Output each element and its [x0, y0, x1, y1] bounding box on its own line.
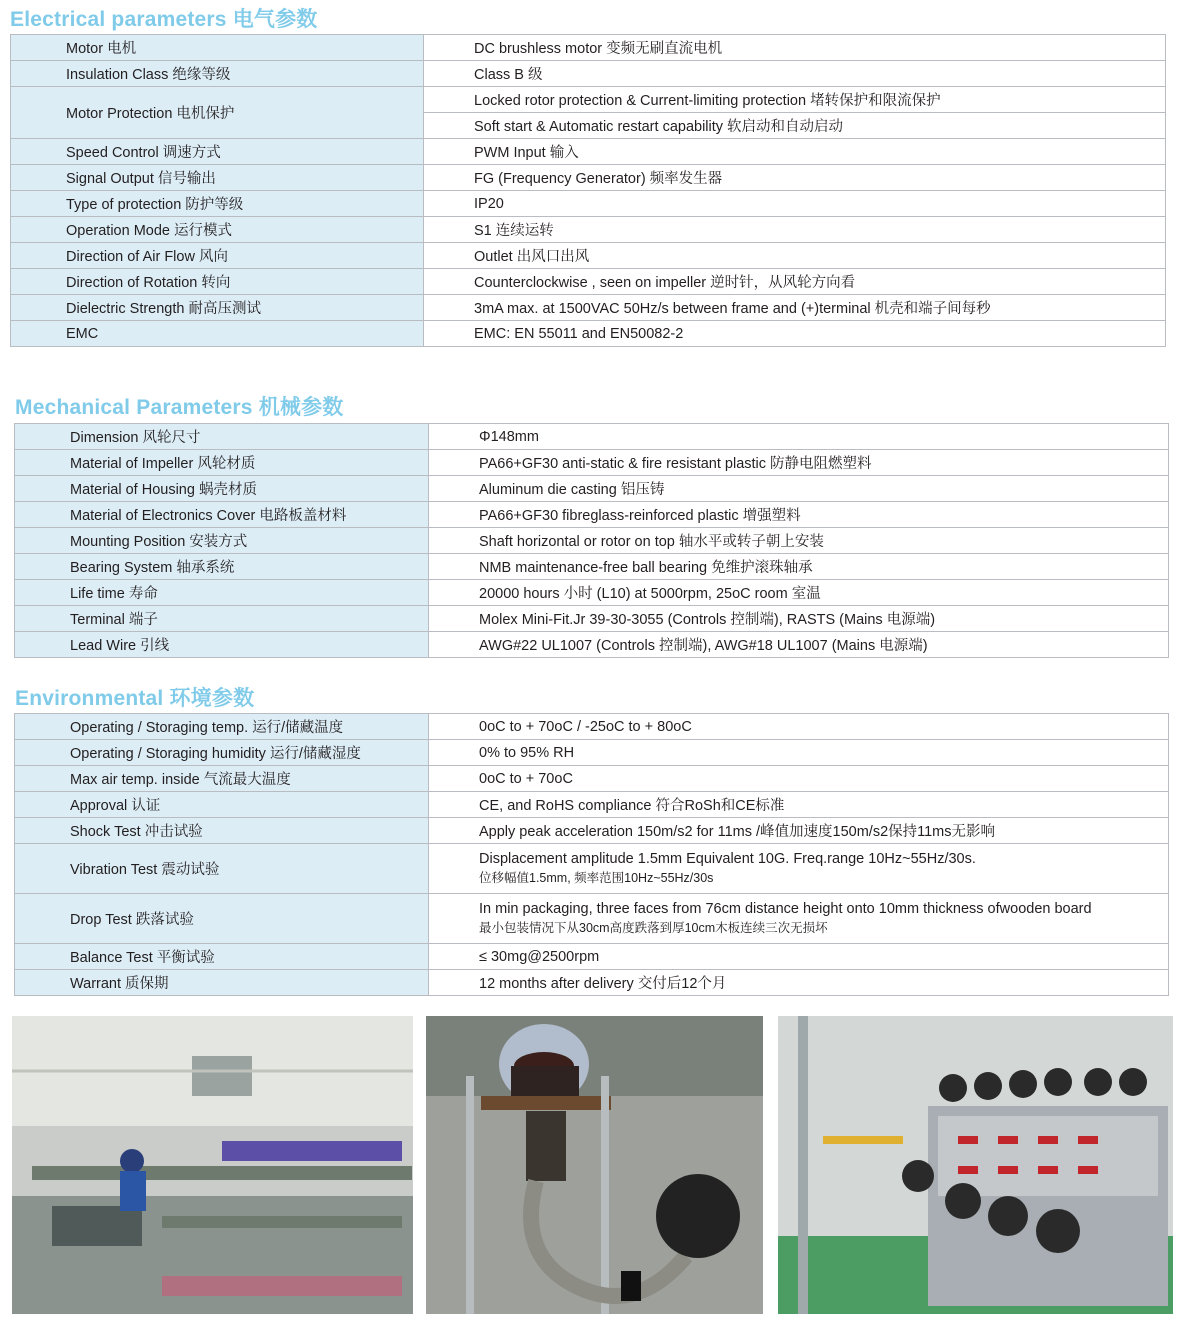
- spec-label: Material of Impeller 风轮材质: [15, 450, 429, 476]
- spec-label: Warrant 质保期: [15, 970, 429, 996]
- table-row: [11, 321, 1166, 347]
- spec-label: Motor Protection 电机保护: [11, 87, 424, 139]
- spec-label: Life time 寿命: [15, 580, 429, 606]
- spec-value: [429, 844, 1169, 894]
- table-row: [15, 944, 1169, 970]
- table-row: [11, 191, 1166, 217]
- table-row: [15, 894, 1169, 944]
- spec-label: Material of Electronics Cover 电路板盖材料: [15, 502, 429, 528]
- spec-value: [429, 944, 1169, 970]
- mechanical-parameters-table: [14, 423, 1169, 658]
- spec-value-main: 0oC to + 70oC: [479, 770, 573, 787]
- spec-label: Max air temp. inside 气流最大温度: [15, 766, 429, 792]
- spec-label: Speed Control 调速方式: [11, 139, 424, 165]
- spec-value-main: Apply peak acceleration 150m/s2 for 11ms /峰值加速度150m/s2保持11ms无影响: [479, 824, 996, 840]
- spec-label: Operating / Storaging humidity 运行/储藏湿度: [15, 740, 429, 766]
- table-row: [15, 554, 1169, 580]
- spec-label: Dielectric Strength 耐高压测试: [11, 295, 424, 321]
- spec-label: Operation Mode 运行模式: [11, 217, 424, 243]
- spec-value: PWM Input 输入: [424, 139, 1166, 165]
- table-row: [15, 970, 1169, 996]
- motor-test-bench-photo: [778, 1016, 1173, 1314]
- table-row: [15, 766, 1169, 792]
- table-row: [11, 243, 1166, 269]
- assembly-workshop-photo: [12, 1016, 413, 1314]
- table-row: [11, 295, 1166, 321]
- table-row: [11, 217, 1166, 243]
- table-row: [15, 844, 1169, 894]
- spec-value: Shaft horizontal or rotor on top 轴水平或转子朝上安装: [429, 528, 1169, 554]
- table-row: [11, 35, 1166, 61]
- table-row: [15, 502, 1169, 528]
- table-row: [15, 740, 1169, 766]
- spec-value: 20000 hours 小时 (L10) at 5000rpm, 25oC room 室温: [429, 580, 1169, 606]
- environmental-section-title: Environmental 环境参数: [15, 687, 255, 710]
- spec-label: Dimension 风轮尺寸: [15, 424, 429, 450]
- spec-value: [429, 740, 1169, 766]
- spec-label: Material of Housing 蜗壳材质: [15, 476, 429, 502]
- spec-value: [429, 792, 1169, 818]
- table-row: [11, 61, 1166, 87]
- spec-value: [429, 894, 1169, 944]
- spec-label: Drop Test 跌落试验: [15, 894, 429, 944]
- table-row: [15, 476, 1169, 502]
- spec-value: Molex Mini-Fit.Jr 39-30-3055 (Controls 控制端), RASTS (Mains 电源端): [429, 606, 1169, 632]
- spec-label: Insulation Class 绝缘等级: [11, 61, 424, 87]
- spec-value: Soft start & Automatic restart capability 软启动和自动启动: [424, 113, 1166, 139]
- spec-value: IP20: [424, 191, 1166, 217]
- spec-label: Lead Wire 引线: [15, 632, 429, 658]
- table-row: [15, 424, 1169, 450]
- mechanical-section-title: Mechanical Parameters 机械参数: [15, 396, 344, 419]
- table-row: [15, 606, 1169, 632]
- spec-value-main: 0oC to + 70oC / -25oC to + 80oC: [479, 718, 692, 735]
- spec-label: Terminal 端子: [15, 606, 429, 632]
- spec-value-main: 12 months after delivery 交付后12个月: [479, 976, 727, 992]
- spec-value: [429, 818, 1169, 844]
- table-row: [11, 165, 1166, 191]
- spec-value: DC brushless motor 变频无刷直流电机: [424, 35, 1166, 61]
- table-row: [11, 87, 1166, 113]
- table-row: [15, 632, 1169, 658]
- spec-label: Vibration Test 震动试验: [15, 844, 429, 894]
- spec-value-main: ≤ 30mg@2500rpm: [479, 948, 600, 965]
- spec-label: Mounting Position 安装方式: [15, 528, 429, 554]
- spec-value: PA66+GF30 anti-static & fire resistant plastic 防静电阻燃塑料: [429, 450, 1169, 476]
- environmental-parameters-table: [14, 713, 1169, 996]
- table-row: [15, 818, 1169, 844]
- spec-value: PA66+GF30 fibreglass-reinforced plastic 增强塑料: [429, 502, 1169, 528]
- spec-label: Signal Output 信号输出: [11, 165, 424, 191]
- spec-label: Approval 认证: [15, 792, 429, 818]
- spec-label: Shock Test 冲击试验: [15, 818, 429, 844]
- spec-value: Counterclockwise , seen on impeller 逆时针，从风轮方向看: [424, 269, 1166, 295]
- spec-label: Direction of Air Flow 风向: [11, 243, 424, 269]
- table-row: [15, 580, 1169, 606]
- table-row: [11, 269, 1166, 295]
- spec-label: Bearing System 轴承系统: [15, 554, 429, 580]
- spec-value: Outlet 出风口出风: [424, 243, 1166, 269]
- spec-value-sub: 位移幅值1.5mm, 频率范围10Hz~55Hz/30s: [479, 871, 714, 885]
- spec-value-main: 0% to 95% RH: [479, 744, 575, 761]
- spec-value: [429, 714, 1169, 740]
- spec-label: Balance Test 平衡试验: [15, 944, 429, 970]
- spec-value-sub: 最小包装情况下从30cm高度跌落到厚10cm木板连续三次无损坏: [479, 921, 828, 935]
- spec-label: Operating / Storaging temp. 运行/储藏温度: [15, 714, 429, 740]
- spec-value: Aluminum die casting 铝压铸: [429, 476, 1169, 502]
- table-row: [15, 792, 1169, 818]
- burner-test-rig-photo: [426, 1016, 763, 1314]
- table-row: [11, 139, 1166, 165]
- spec-value: Locked rotor protection & Current-limiting protection 堵转保护和限流保护: [424, 87, 1166, 113]
- spec-value-main: CE, and RoHS compliance 符合RoSh和CE标准: [479, 798, 785, 814]
- spec-label: Direction of Rotation 转向: [11, 269, 424, 295]
- spec-label: EMC: [11, 321, 424, 347]
- spec-value: [429, 766, 1169, 792]
- spec-value: S1 连续运转: [424, 217, 1166, 243]
- spec-value: Class B 级: [424, 61, 1166, 87]
- spec-value: FG (Frequency Generator) 频率发生器: [424, 165, 1166, 191]
- spec-value-main: In min packaging, three faces from 76cm distance height onto 10mm thickness ofwooden board: [479, 901, 1092, 917]
- spec-value: NMB maintenance-free ball bearing 免维护滚珠轴承: [429, 554, 1169, 580]
- spec-value-main: Displacement amplitude 1.5mm Equivalent 10G. Freq.range 10Hz~55Hz/30s.: [479, 851, 976, 867]
- electrical-section-title: Electrical parameters 电气参数: [10, 8, 318, 31]
- spec-value: Φ148mm: [429, 424, 1169, 450]
- electrical-parameters-table: [10, 34, 1166, 347]
- spec-value: EMC: EN 55011 and EN50082-2: [424, 321, 1166, 347]
- spec-value: 3mA max. at 1500VAC 50Hz/s between frame and (+)terminal 机壳和端子间每秒: [424, 295, 1166, 321]
- table-row: [15, 528, 1169, 554]
- table-row: [15, 714, 1169, 740]
- table-row: [15, 450, 1169, 476]
- spec-label: Type of protection 防护等级: [11, 191, 424, 217]
- spec-label: Motor 电机: [11, 35, 424, 61]
- spec-value: AWG#22 UL1007 (Controls 控制端), AWG#18 UL1007 (Mains 电源端): [429, 632, 1169, 658]
- spec-value: [429, 970, 1169, 996]
